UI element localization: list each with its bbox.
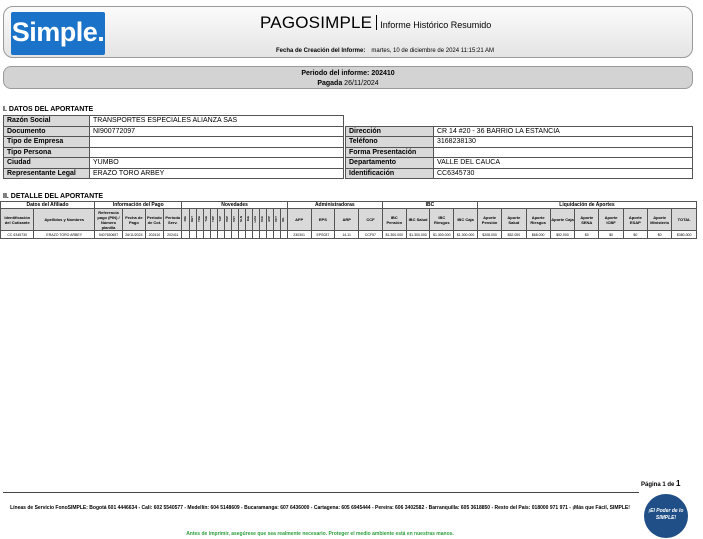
cell-novedad bbox=[217, 231, 224, 239]
cell-ap-esap: $0 bbox=[623, 231, 647, 239]
report-title bbox=[260, 13, 491, 33]
cell-novedad bbox=[238, 231, 245, 239]
col-ap-caja: Aporte Caja bbox=[550, 209, 574, 231]
group-pago: Información del Pago bbox=[94, 202, 182, 209]
representante-label: Representante Legal bbox=[4, 168, 90, 179]
col-novedad: SLN bbox=[238, 209, 245, 231]
table-row bbox=[1, 231, 697, 239]
departamento-label: Departamento bbox=[346, 158, 434, 169]
detalle-table bbox=[0, 201, 697, 239]
group-administradoras: Administradoras bbox=[287, 202, 382, 209]
page-total: 1 bbox=[676, 479, 681, 488]
col-ibc-salud: IBC Salud bbox=[406, 209, 430, 231]
simple-logo bbox=[11, 12, 105, 55]
tipo-empresa-value bbox=[90, 137, 344, 148]
environment-note: Antes de imprimir, asegúrese que sea realmente necesario. Proteger el medio ambiente está en nuestras manos. bbox=[186, 531, 454, 537]
razon-value: TRANSPORTES ESPECIALES ALIANZA SAS bbox=[90, 116, 344, 127]
title-subtitle: Informe Histórico Resumido bbox=[380, 20, 492, 30]
direccion-label: Dirección bbox=[346, 126, 434, 137]
forma-value bbox=[434, 147, 693, 158]
section-title-aportante: I. DATOS DEL APORTANTE bbox=[3, 106, 94, 113]
col-ap-sena: Aporte SENA bbox=[575, 209, 599, 231]
identificacion-value: CC6345730 bbox=[434, 168, 693, 179]
cell-apellidos: ERAZO TORO ARBEY bbox=[34, 231, 95, 239]
col-afp: AFP bbox=[287, 209, 311, 231]
tipo-empresa-label: Tipo de Empresa bbox=[4, 137, 90, 148]
col-periodo-serv: Periodo Serv. bbox=[164, 209, 182, 231]
cell-ap-salud: $52.000 bbox=[502, 231, 526, 239]
cell-total: $380.000 bbox=[672, 231, 697, 239]
period-banner bbox=[3, 66, 693, 89]
cell-periodo-serv: 202411 bbox=[164, 231, 182, 239]
cell-novedad bbox=[196, 231, 203, 239]
tipo-persona-label: Tipo Persona bbox=[4, 147, 90, 158]
group-liquidacion: Liquidación de Aportes bbox=[477, 202, 696, 209]
documento-value: NI900772097 bbox=[90, 126, 344, 137]
cell-ap-min: $0 bbox=[648, 231, 672, 239]
ciudad-label: Ciudad bbox=[4, 158, 90, 169]
page-number bbox=[641, 479, 680, 488]
col-periodo-cot: Periodo de Cot. bbox=[145, 209, 163, 231]
paid-date: 26/11/2024 bbox=[344, 80, 379, 87]
col-novedad: TAE bbox=[203, 209, 210, 231]
col-novedad: IRL bbox=[280, 209, 287, 231]
service-lines: Líneas de Servicio FonoSIMPLE: Bogotá 601 4446634 - Cali: 602 5540577 - Medellín: 604 5148609 - Bucaramanga: 607 6436000 - Cartagena: 605 6945444 - Pereira: 606 3402582 - Barranquilla: 605 3618850 - Resto del País: 018000 971 971 - ¡Más que Fácil, SIMPLE! bbox=[10, 505, 630, 511]
col-ibc-caja: IBC Caja bbox=[454, 209, 478, 231]
cell-novedad bbox=[280, 231, 287, 239]
page-label: Página 1 de bbox=[641, 482, 675, 488]
col-ap-min: Aporte Ministerio bbox=[648, 209, 672, 231]
col-ap-riesgos: Aporte Riesgos bbox=[526, 209, 550, 231]
col-ap-icbf: Aporte ICBF bbox=[599, 209, 623, 231]
cell-ap-icbf: $0 bbox=[599, 231, 623, 239]
cell-afp: 230301 bbox=[287, 231, 311, 239]
cell-ccf: CCF57 bbox=[359, 231, 383, 239]
col-ibc-riesgos: IBC Riesgos bbox=[430, 209, 454, 231]
cell-novedad bbox=[259, 231, 266, 239]
col-ap-pension: Aporte Pensión bbox=[477, 209, 501, 231]
cell-novedad bbox=[203, 231, 210, 239]
col-apellidos: Apellidos y Nombres bbox=[34, 209, 95, 231]
col-ibc-pension: IBC Pensión bbox=[382, 209, 406, 231]
col-novedad: AVP bbox=[266, 209, 273, 231]
col-ccf: CCF bbox=[359, 209, 383, 231]
col-novedad: TAP bbox=[217, 209, 224, 231]
creation-date bbox=[276, 48, 494, 54]
cell-novedad bbox=[210, 231, 217, 239]
col-novedad: RET bbox=[189, 209, 196, 231]
group-afiliado: Datos del Afiliado bbox=[1, 202, 95, 209]
razon-label: Razón Social bbox=[4, 116, 90, 127]
cell-arp: 14-11 bbox=[335, 231, 359, 239]
cell-periodo-cot: 202410 bbox=[145, 231, 163, 239]
cell-novedad bbox=[224, 231, 231, 239]
cell-referencia: 9407630657 bbox=[94, 231, 122, 239]
cell-ap-sena: $0 bbox=[575, 231, 599, 239]
col-arp: ARP bbox=[335, 209, 359, 231]
cell-ap-caja: $52.000 bbox=[550, 231, 574, 239]
creation-date-value: martes, 10 de diciembre de 2024 11:15:21 AM bbox=[371, 48, 494, 54]
col-eps: EPS bbox=[311, 209, 335, 231]
group-ibc: IBC bbox=[382, 202, 477, 209]
col-ap-salud: Aporte Salud bbox=[502, 209, 526, 231]
report-header bbox=[3, 6, 693, 58]
cell-novedad bbox=[245, 231, 252, 239]
identificacion-label: Identificación bbox=[346, 168, 434, 179]
ciudad-value: YUMBO bbox=[90, 158, 344, 169]
cell-ibc-riesgos: $1.300.000 bbox=[430, 231, 454, 239]
documento-label: Documento bbox=[4, 126, 90, 137]
col-total: TOTAL bbox=[672, 209, 697, 231]
title-main: PAGOSIMPLE bbox=[260, 13, 373, 32]
col-novedad: TDP bbox=[210, 209, 217, 231]
representante-value: ERAZO TORO ARBEY bbox=[90, 168, 344, 179]
col-novedad: VAC bbox=[259, 209, 266, 231]
cell-novedad bbox=[273, 231, 280, 239]
col-novedad: LMA bbox=[252, 209, 259, 231]
cell-ibc-pension: $1.300.000 bbox=[382, 231, 406, 239]
direccion-value: CR 14 #20 - 36 BARRIO LA ESTANCIA bbox=[434, 126, 693, 137]
col-identificacion: Identificación del Cotizante bbox=[1, 209, 34, 231]
col-novedad: VST bbox=[231, 209, 238, 231]
cell-ap-pension: $208.000 bbox=[477, 231, 501, 239]
cell-novedad bbox=[182, 231, 189, 239]
period-label: Periodo del informe: 202410 bbox=[301, 70, 395, 77]
group-novedades: Novedades bbox=[182, 202, 287, 209]
creation-date-label: Fecha de Creación del Informe: bbox=[276, 48, 366, 54]
col-ap-esap: Aporte ESAP bbox=[623, 209, 647, 231]
cell-novedad bbox=[231, 231, 238, 239]
col-novedad: VSP bbox=[224, 209, 231, 231]
telefono-value: 3168238130 bbox=[434, 137, 693, 148]
cell-ibc-salud: $1.300.000 bbox=[406, 231, 430, 239]
cell-identificacion: CC 6345730 bbox=[1, 231, 34, 239]
cell-novedad bbox=[266, 231, 273, 239]
cell-fecha-pago: 26/11/2024 bbox=[123, 231, 146, 239]
paid-label: Pagada bbox=[317, 80, 343, 87]
col-novedad: VCT bbox=[273, 209, 280, 231]
cell-novedad bbox=[189, 231, 196, 239]
section-title-detalle: II. DETALLE DEL APORTANTE bbox=[3, 193, 104, 200]
col-fecha-pago: Fecha de Pago bbox=[123, 209, 146, 231]
simple-badge-logo: ¡El Poder de lo SIMPLE! bbox=[644, 494, 688, 538]
cell-novedad bbox=[252, 231, 259, 239]
col-referencia: Referencia pago (PIN) / Número planilla bbox=[94, 209, 122, 231]
logo-text: Simple. bbox=[11, 17, 105, 47]
forma-label: Forma Presentación bbox=[346, 147, 434, 158]
aportante-table bbox=[3, 115, 693, 179]
col-novedad: ING bbox=[182, 209, 189, 231]
title-separator bbox=[376, 15, 377, 30]
telefono-label: Teléfono bbox=[346, 137, 434, 148]
tipo-persona-value bbox=[90, 147, 344, 158]
cell-ap-riesgos: $68.000 bbox=[526, 231, 550, 239]
footer-divider bbox=[3, 492, 639, 493]
cell-eps: EPS037 bbox=[311, 231, 335, 239]
departamento-value: VALLE DEL CAUCA bbox=[434, 158, 693, 169]
col-novedad: TDE bbox=[196, 209, 203, 231]
cell-ibc-caja: $1.300.000 bbox=[454, 231, 478, 239]
col-novedad: IGE bbox=[245, 209, 252, 231]
